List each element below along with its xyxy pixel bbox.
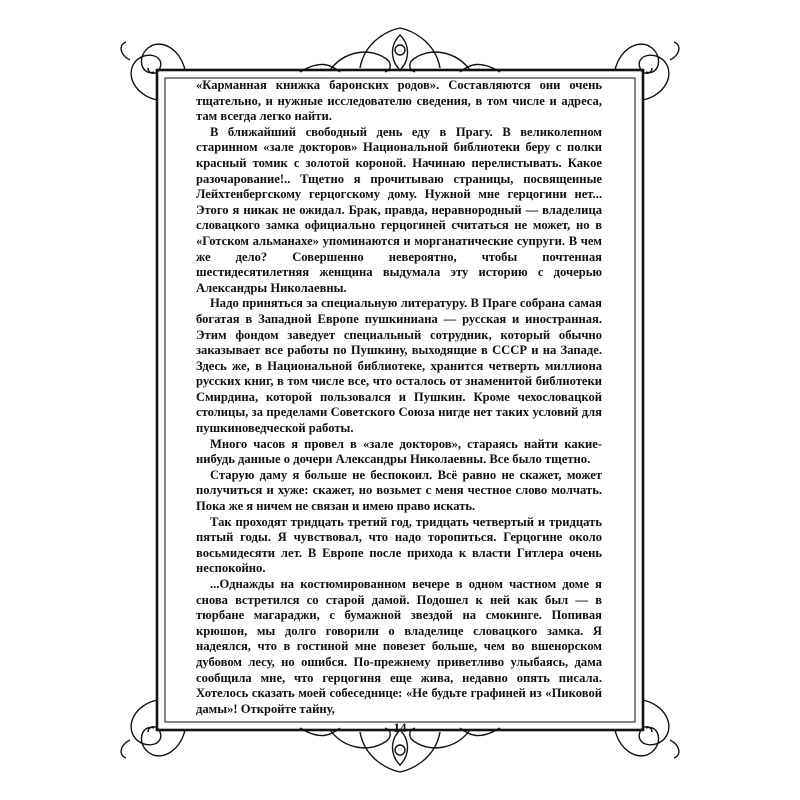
paragraph: Старую даму я больше не беспокоил. Всё равно не скажет, может получиться и хуже: скажет, но возьмет с меня честное слово молчать. Пока же я ничем не связан и имею право искать.: [196, 467, 602, 514]
paragraph: В ближайший свободный день еду в Прагу. В великолепном старинном «зале докторов» Национальной библиотеки беру с полки красный томик с золотой короной. Начинаю перелистывать. Какое разочарование!.. Тщетно я прочитываю страницы, посвященные Лейхтенбергскому герцогскому дому. Нужной мне герцогини нет... Этого я никак не ожидал. Брак, правда, неравнородный — владелица словацкого замка официально герцогиней считаться не может, но в «Готском альманахе» упоминаются и морганатические супруги. В чем же дело? Совершенно невероятно, чтобы почтенная шестидесятилетняя женщина выдумала эту историю с дочерью Александры Николаевны.: [196, 124, 602, 295]
body-text: [196, 78, 602, 717]
paragraph: Много часов я провел в «зале докторов», стараясь найти какие-нибудь данные о дочери Александры Николаевны. Все было тщетно.: [196, 436, 602, 467]
paragraph: ...Однажды на костюмированном вечере в одном частном доме я снова встретился со старой дамой. Подошел к ней как был — в тюрбане магараджи, с бумажной звездой на смокинге. Попивая крюшон, мы долго говорили о владелице словацкого замка. Я надеялся, что в гостиной мне повезет больше, чем во вшенорском дубовом лесу, но ошибся. По-прежнему приветливо улыбаясь, дама сообщила мне, что герцогиня еще жива, недавно опять писала. Хотелось сказать моей собеседнице: «Не будьте графиней из «Пиковой дамы»! Откройте тайну,: [196, 577, 602, 716]
paragraph: Так проходят тридцать третий год, тридцать четвертый и тридцать пятый годы. Я чувствовал, что надо торопиться. Герцогине около восьмидесяти лет. В Европе после прихода к власти Гитлера очень неспокойно.: [196, 514, 602, 576]
paragraph: «Карманная книжка баронских родов». Составляются они очень тщательно, и нужные исследователю сведения, в том числе и адреса, там всегда легко найти.: [196, 78, 602, 124]
page-number: 14: [393, 720, 407, 735]
paragraph: Надо приняться за специальную литературу. В Праге собрана самая богатая в Западной Европе пушкиниана — русская и иностранная. Этим фондом заведует специальный сотрудник, который обычно заказывает все работы по Пушкину, выходящие в СССР и на Западе. Здесь же, в Национальной библиотеке, хранится четверть миллиона русских книг, в том числе все, что осталось от знаменитой библиотеки Смирдина, которой пользовался и Пушкин. Кроме чехословацкой столицы, за пределами Советского Союза нигде нет таких условий для пушкиноведческой работы.: [196, 296, 602, 436]
top-ornament: [300, 28, 500, 72]
